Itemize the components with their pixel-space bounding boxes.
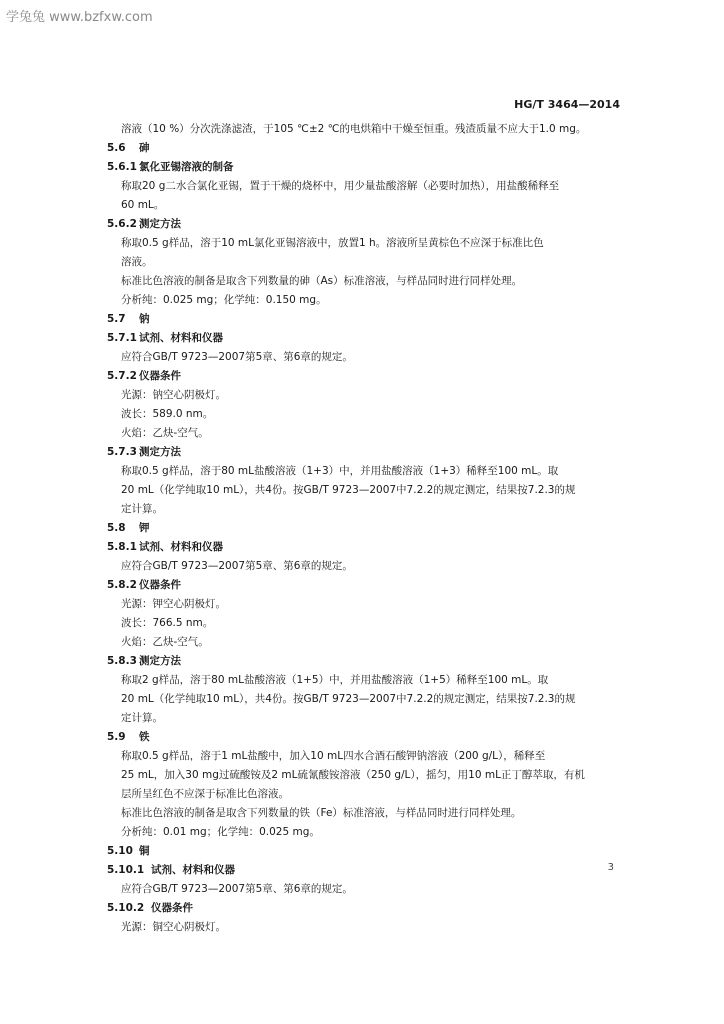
section-number: 5.7.3: [107, 446, 137, 458]
section-heading: [107, 538, 619, 557]
section-title: 砷: [139, 142, 150, 154]
section-heading: [107, 367, 619, 386]
paragraph-line: 应符合GB/T 9723—2007第5章、第6章的规定。: [121, 883, 353, 895]
continuation-line: 60 mL。: [121, 199, 165, 211]
section-title: 试剂、材料和仪器: [151, 864, 235, 876]
section-heading: [107, 728, 619, 747]
paragraph-line: 应符合GB/T 9723—2007第5章、第6章的规定。: [121, 351, 353, 363]
section-heading: [107, 215, 619, 234]
section-number: 5.7: [107, 313, 126, 325]
section-number: 5.8.2: [107, 579, 137, 591]
section-heading: [107, 139, 619, 158]
section-heading: [107, 842, 619, 861]
continuation-line: 20 mL（化学纯取10 mL），共4份。按GB/T 9723—2007中7.2.2的规定测定，结果按7.2.3的规: [121, 693, 576, 705]
continuation-line: 定计算。: [121, 712, 163, 724]
section-title: 氯化亚锡溶液的制备: [139, 161, 234, 173]
continuation-line: 层所呈红色不应深于标准比色溶液。: [121, 788, 289, 800]
site-watermark: 学兔兔 www.bzfxw.com: [6, 10, 153, 25]
section-title: 测定方法: [139, 218, 181, 230]
section-title: 仪器条件: [139, 370, 181, 382]
paragraph-line: 称取20 g二水合氯化亚锡，置于干燥的烧杯中，用少量盐酸溶解（必要时加热），用盐酸稀释至: [121, 180, 560, 192]
section-number: 5.9: [107, 731, 126, 743]
paragraph-line: 称取2 g样品，溶于80 mL盐酸溶液（1+5）中，并用盐酸溶液（1+5）稀释至100 mL。取: [121, 674, 549, 686]
section-title: 钠: [139, 313, 150, 325]
page-number: 3: [607, 862, 614, 873]
paragraph-line: 应符合GB/T 9723—2007第5章、第6章的规定。: [121, 560, 353, 572]
paragraph-line: 光源：钠空心阴极灯。: [121, 389, 226, 401]
paragraph-line: 波长：766.5 nm。: [121, 617, 214, 629]
section-number: 5.8.1: [107, 541, 137, 553]
continuation-line: 定计算。: [121, 503, 163, 515]
paragraph-line: 标准比色溶液的制备是取含下列数量的砷（As）标准溶液，与样品同时进行同样处理。: [121, 275, 523, 287]
standard-number: HG/T 3464—2014: [514, 98, 620, 111]
section-title: 仪器条件: [151, 902, 193, 914]
section-heading: [107, 576, 619, 595]
section-title: 钾: [139, 522, 150, 534]
section-number: 5.7.1: [107, 332, 137, 344]
section-number: 5.7.2: [107, 370, 137, 382]
section-number: 5.6.1: [107, 161, 137, 173]
section-heading: [107, 329, 619, 348]
continuation-line: 溶液（10 %）分次洗涤滤渣，于105 ℃±2 ℃的电烘箱中干燥至恒重。残渣质量不应大于1.0 mg。: [121, 123, 587, 135]
section-heading: [107, 158, 619, 177]
section-number: 5.10: [107, 845, 133, 857]
section-heading: [107, 310, 619, 329]
section-title: 试剂、材料和仪器: [139, 332, 223, 344]
continuation-line: 25 mL，加入30 mg过硫酸铵及2 mL硫氰酸铵溶液（250 g/L），摇匀，用10 mL正丁醇萃取，有机: [121, 769, 585, 781]
document-body: [107, 120, 619, 937]
section-heading: [107, 652, 619, 671]
section-number: 5.6.2: [107, 218, 137, 230]
section-heading: [107, 899, 619, 918]
section-heading: [107, 443, 619, 462]
section-heading: [107, 519, 619, 538]
section-title: 仪器条件: [139, 579, 181, 591]
paragraph-line: 分析纯：0.01 mg；化学纯：0.025 mg。: [121, 826, 320, 838]
paragraph-line: 称取0.5 g样品，溶于1 mL盐酸中，加入10 mL四水合酒石酸钾钠溶液（200 g/L），稀释至: [121, 750, 546, 762]
continuation-line: 溶液。: [121, 256, 153, 268]
section-title: 测定方法: [139, 655, 181, 667]
section-title: 铁: [139, 731, 150, 743]
section-number: 5.10.2: [107, 902, 145, 914]
section-number: 5.10.1: [107, 864, 145, 876]
paragraph-line: 波长：589.0 nm。: [121, 408, 214, 420]
paragraph-line: 光源：钾空心阴极灯。: [121, 598, 226, 610]
section-title: 测定方法: [139, 446, 181, 458]
paragraph-line: 光源：铜空心阴极灯。: [121, 921, 226, 933]
paragraph-line: 称取0.5 g样品，溶于10 mL氯化亚锡溶液中，放置1 h。溶液所呈黄棕色不应深于标准比色: [121, 237, 544, 249]
paragraph-line: 分析纯：0.025 mg；化学纯：0.150 mg。: [121, 294, 327, 306]
section-number: 5.8: [107, 522, 126, 534]
section-number: 5.8.3: [107, 655, 137, 667]
section-title: 铜: [139, 845, 150, 857]
paragraph-line: 称取0.5 g样品，溶于80 mL盐酸溶液（1+3）中，并用盐酸溶液（1+3）稀释至100 mL。取: [121, 465, 559, 477]
paragraph-line: 标准比色溶液的制备是取含下列数量的铁（Fe）标准溶液，与样品同时进行同样处理。: [121, 807, 522, 819]
section-title: 试剂、材料和仪器: [139, 541, 223, 553]
paragraph-line: 火焰：乙炔-空气。: [121, 636, 209, 648]
section-number: 5.6: [107, 142, 126, 154]
continuation-line: 20 mL（化学纯取10 mL），共4份。按GB/T 9723—2007中7.2.2的规定测定，结果按7.2.3的规: [121, 484, 576, 496]
paragraph-line: 火焰：乙炔-空气。: [121, 427, 209, 439]
section-heading: [107, 861, 619, 880]
